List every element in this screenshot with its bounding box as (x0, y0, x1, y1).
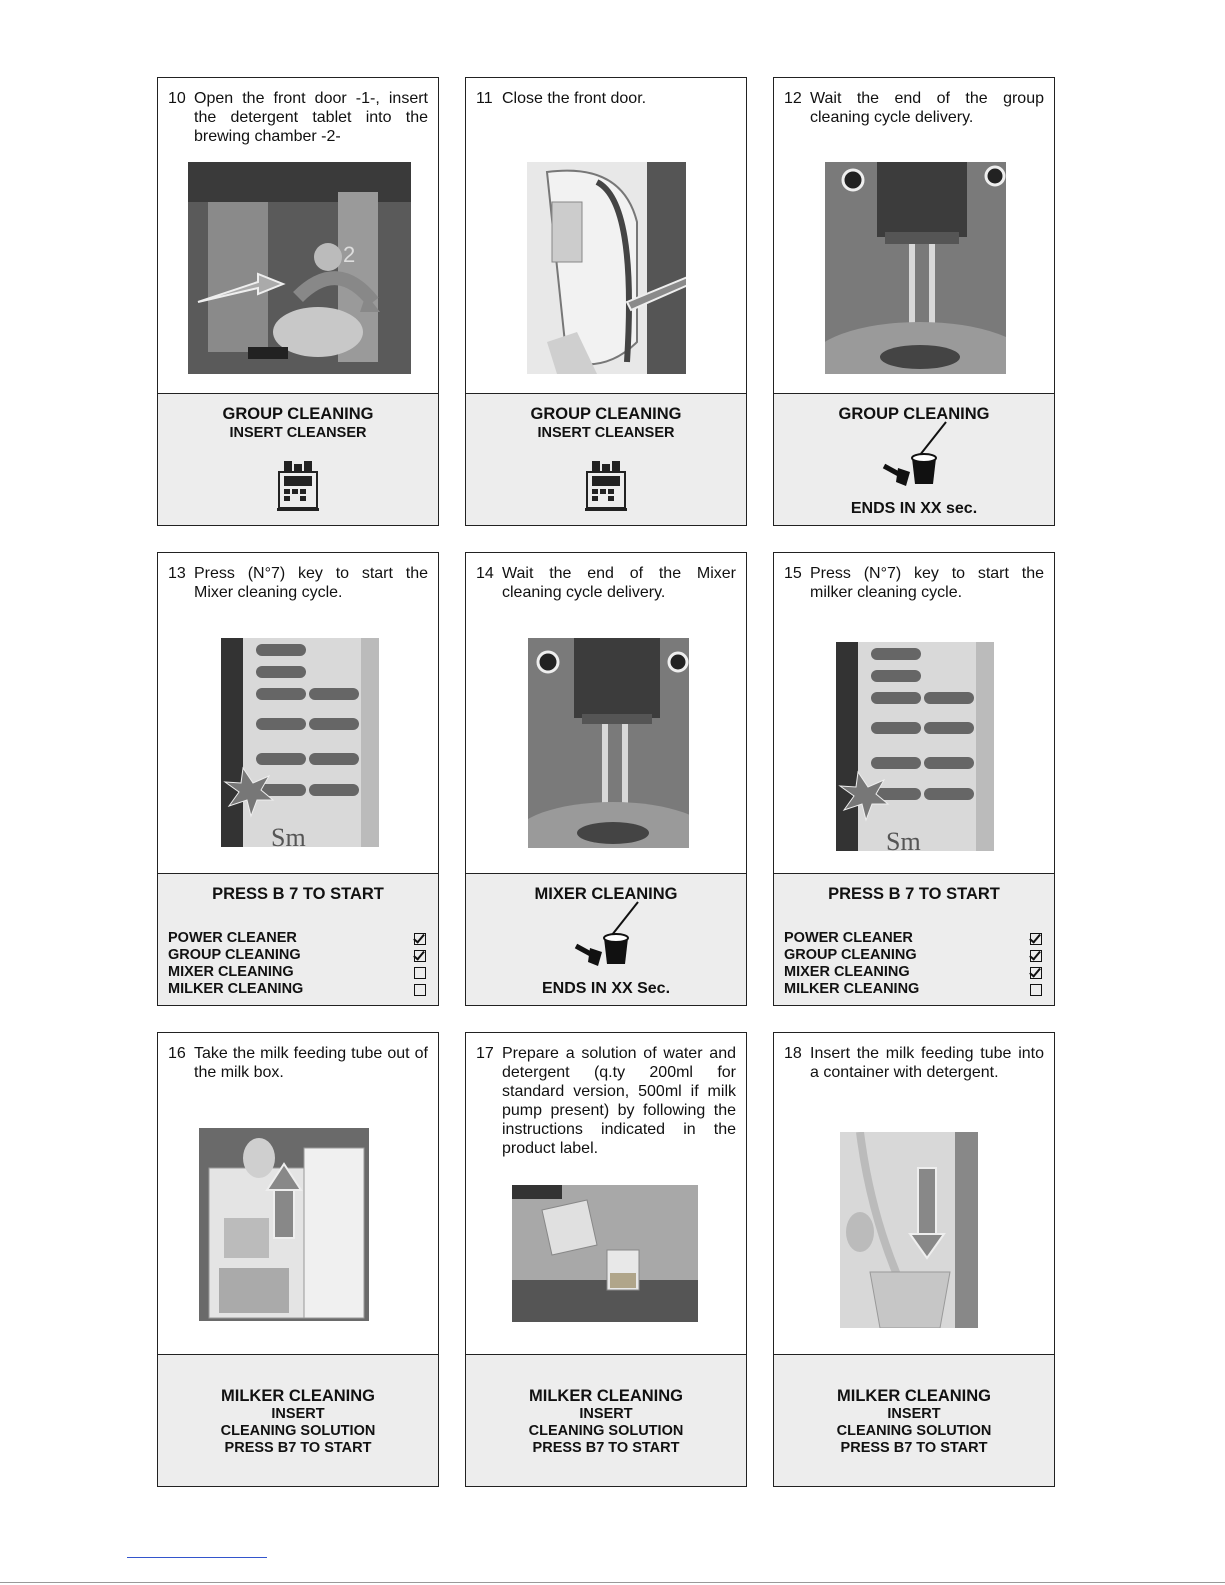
display-panel (774, 393, 1054, 525)
step-text: Press (N°7) key to start the milker cleaning cycle. (810, 565, 1044, 601)
step-text: Insert the milk feeding tube into a container with detergent. (810, 1045, 1044, 1081)
checklist-label: POWER CLEANER (168, 930, 297, 946)
display-line: CLEANING SOLUTION (220, 1423, 376, 1439)
cleaning-checklist (784, 930, 1042, 998)
step-number: 10 (168, 90, 186, 107)
step-text: Open the front door -1-, insert the detergent tablet into the brewing chamber -2- (194, 90, 428, 145)
display-line: CLEANING SOLUTION (528, 1423, 684, 1439)
checklist-label: MILKER CLEANING (784, 981, 920, 997)
checklist-row (168, 981, 426, 998)
step-number: 11 (476, 90, 493, 107)
step-card-10 (157, 77, 439, 526)
step-number: 16 (168, 1045, 186, 1062)
step-card-13 (157, 552, 439, 1006)
display-line: PRESS B7 TO START (224, 1440, 372, 1456)
group-delivery-photo (825, 162, 1006, 374)
checklist-row (168, 964, 426, 981)
display-title: MILKER CLEANING (529, 1387, 683, 1405)
step-instruction-panel (158, 553, 438, 875)
cleaning-brush-bucket-icon (572, 900, 642, 970)
checkbox-checked (414, 933, 426, 945)
checkbox-unchecked (1030, 984, 1042, 996)
checkbox-checked (414, 950, 426, 962)
checkbox-unchecked (414, 967, 426, 979)
step-card-12 (773, 77, 1055, 526)
cleaning-brush-bucket-icon (880, 420, 950, 490)
step-text: Wait the end of the Mixer cleaning cycle delivery. (502, 565, 736, 601)
machine-icon (584, 458, 628, 514)
display-panel (158, 1354, 438, 1486)
cleaning-checklist (168, 930, 426, 998)
keypad-photo (836, 642, 994, 851)
step-number: 12 (784, 90, 802, 107)
display-panel (466, 393, 746, 525)
step-number: 17 (476, 1045, 494, 1062)
display-line: PRESS B7 TO START (532, 1440, 680, 1456)
display-title: PRESS B 7 TO START (212, 885, 384, 903)
display-line: INSERT (271, 1406, 325, 1422)
checklist-row (168, 930, 426, 947)
footer-link-line (127, 1557, 267, 1558)
display-panel (158, 873, 438, 1005)
display-line: ENDS IN XX Sec. (541, 980, 671, 997)
display-title: GROUP CLEANING (222, 405, 374, 423)
page-bottom-rule (0, 1582, 1225, 1583)
step-instruction-panel (466, 78, 746, 395)
display-title: MIXER CLEANING (534, 885, 678, 903)
step-card-16 (157, 1032, 439, 1487)
step-text: Wait the end of the group cleaning cycle delivery. (810, 90, 1044, 126)
mixer-delivery-photo (528, 638, 689, 848)
svg-text:Sm: Sm (271, 823, 306, 847)
milk-box-photo (199, 1128, 369, 1321)
detergent-pour-photo (512, 1185, 698, 1322)
step-instruction-panel (774, 1033, 1054, 1356)
step-card-15 (773, 552, 1055, 1006)
svg-text:2: 2 (343, 242, 356, 267)
display-title: GROUP CLEANING (838, 405, 990, 423)
step-instruction-panel (466, 553, 746, 875)
step-number: 14 (476, 565, 494, 582)
display-title: MILKER CLEANING (221, 1387, 375, 1405)
step-card-11 (465, 77, 747, 526)
step-card-17 (465, 1032, 747, 1487)
checklist-label: GROUP CLEANING (784, 947, 917, 963)
display-panel (466, 873, 746, 1005)
svg-text:Sm: Sm (886, 827, 921, 851)
checklist-label: MILKER CLEANING (168, 981, 304, 997)
brewing-chamber-photo (188, 162, 411, 374)
display-line: INSERT (887, 1406, 941, 1422)
display-line: INSERT CLEANSER (229, 425, 367, 441)
step-number: 18 (784, 1045, 802, 1062)
step-text: Take the milk feeding tube out of the milk box. (194, 1045, 428, 1081)
checklist-label: MIXER CLEANING (784, 964, 910, 980)
step-card-14 (465, 552, 747, 1006)
display-line: CLEANING SOLUTION (836, 1423, 992, 1439)
step-instruction-panel (774, 78, 1054, 395)
checkbox-unchecked (414, 984, 426, 996)
display-title: PRESS B 7 TO START (828, 885, 1000, 903)
step-text: Press (N°7) key to start the Mixer cleaning cycle. (194, 565, 428, 601)
display-panel (466, 1354, 746, 1486)
step-number: 15 (784, 565, 802, 582)
checklist-row (784, 947, 1042, 964)
display-panel (158, 393, 438, 525)
step-card-18 (773, 1032, 1055, 1487)
checkbox-checked (1030, 950, 1042, 962)
front-door-photo (527, 162, 686, 374)
display-title: GROUP CLEANING (530, 405, 682, 423)
display-line: ENDS IN XX sec. (850, 500, 978, 517)
step-instruction-panel (158, 78, 438, 395)
checkbox-checked (1030, 967, 1042, 979)
checklist-label: POWER CLEANER (784, 930, 913, 946)
display-line: INSERT (579, 1406, 633, 1422)
checklist-row (168, 947, 426, 964)
step-instruction-panel (158, 1033, 438, 1356)
step-text: Close the front door. (502, 90, 647, 107)
step-number: 13 (168, 565, 186, 582)
display-line: INSERT CLEANSER (537, 425, 675, 441)
checklist-row (784, 930, 1042, 947)
tube-container-photo (840, 1132, 978, 1328)
step-instruction-panel (774, 553, 1054, 875)
checklist-label: GROUP CLEANING (168, 947, 301, 963)
checklist-row (784, 964, 1042, 981)
step-instruction-panel (466, 1033, 746, 1356)
step-text: Prepare a solution of water and detergent (q.ty 200ml for standard version, 500ml if milk pump present) by following the instructions indicated in the product label. (502, 1045, 736, 1157)
display-panel (774, 1354, 1054, 1486)
checklist-row (784, 981, 1042, 998)
machine-icon (276, 458, 320, 514)
display-title: MILKER CLEANING (837, 1387, 991, 1405)
keypad-photo (221, 638, 379, 847)
checkbox-checked (1030, 933, 1042, 945)
display-line: PRESS B7 TO START (840, 1440, 988, 1456)
display-panel (774, 873, 1054, 1005)
checklist-label: MIXER CLEANING (168, 964, 294, 980)
